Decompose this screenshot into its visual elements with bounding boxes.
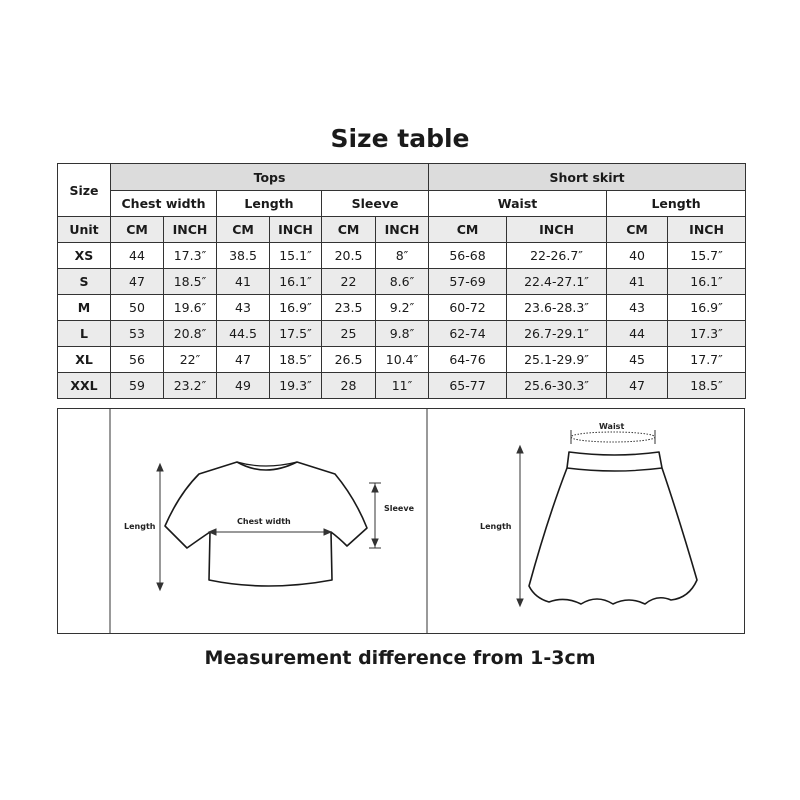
size-label: M xyxy=(58,295,111,321)
size-label: XL xyxy=(58,347,111,373)
group-header-short-skirt: Short skirt xyxy=(429,164,746,191)
page-title: Size table xyxy=(330,124,470,153)
measurement-cell: 16.1″ xyxy=(270,269,322,295)
measurement-cell: 19.3″ xyxy=(270,373,322,399)
measurement-cell: 53 xyxy=(111,321,164,347)
measurement-cell: 49 xyxy=(217,373,270,399)
measurement-cell: 38.5 xyxy=(217,243,270,269)
measurement-cell: 19.6″ xyxy=(164,295,217,321)
unit-header: Unit xyxy=(58,217,111,243)
measurement-cell: 41 xyxy=(217,269,270,295)
unit-cell: INCH xyxy=(270,217,322,243)
table-row xyxy=(58,269,746,295)
measurement-cell: 41 xyxy=(607,269,668,295)
measurement-cell: 9.8″ xyxy=(376,321,429,347)
measurement-cell: 20.5 xyxy=(322,243,376,269)
measurement-cell: 40 xyxy=(607,243,668,269)
measurement-cell: 22.4-27.1″ xyxy=(507,269,607,295)
measurement-cell: 9.2″ xyxy=(376,295,429,321)
skirt-garment-icon xyxy=(529,452,697,604)
tops-length-arrow xyxy=(157,464,163,590)
measurement-cell: 64-76 xyxy=(429,347,507,373)
measurement-cell: 15.7″ xyxy=(668,243,746,269)
size-header: Size xyxy=(58,164,111,217)
unit-cell: INCH xyxy=(376,217,429,243)
measurement-note: Measurement difference from 1-3cm xyxy=(204,647,596,669)
header-sleeve: Sleeve xyxy=(322,191,429,217)
measurement-cell: 17.3″ xyxy=(668,321,746,347)
diagram-panel xyxy=(57,408,745,634)
measurement-cell: 56 xyxy=(111,347,164,373)
waist-arrow xyxy=(571,430,655,444)
unit-cell: INCH xyxy=(507,217,607,243)
measurement-cell: 22 xyxy=(322,269,376,295)
table-row xyxy=(58,295,746,321)
header-waist: Waist xyxy=(429,191,607,217)
unit-cell: CM xyxy=(607,217,668,243)
table-row xyxy=(58,373,746,399)
unit-cell: INCH xyxy=(164,217,217,243)
measurement-cell: 65-77 xyxy=(429,373,507,399)
measurement-cell: 44 xyxy=(111,243,164,269)
measurement-cell: 59 xyxy=(111,373,164,399)
measurement-cell: 43 xyxy=(217,295,270,321)
sleeve-arrow xyxy=(369,483,381,548)
measurement-cell: 45 xyxy=(607,347,668,373)
unit-cell: INCH xyxy=(668,217,746,243)
chest-width-label: Chest width xyxy=(237,517,291,526)
measurement-cell: 17.5″ xyxy=(270,321,322,347)
waist-label: Waist xyxy=(599,422,625,431)
header-tops-length: Length xyxy=(217,191,322,217)
header-chest-width: Chest width xyxy=(111,191,217,217)
measurement-cell: 16.9″ xyxy=(270,295,322,321)
table-row xyxy=(58,243,746,269)
measurement-cell: 16.1″ xyxy=(668,269,746,295)
measurement-cell: 22″ xyxy=(164,347,217,373)
measurement-cell: 43 xyxy=(607,295,668,321)
size-label: S xyxy=(58,269,111,295)
measurement-cell: 26.5 xyxy=(322,347,376,373)
measurement-cell: 23.5 xyxy=(322,295,376,321)
group-header-tops: Tops xyxy=(111,164,429,191)
measurement-cell: 25.1-29.9″ xyxy=(507,347,607,373)
table-row xyxy=(58,321,746,347)
sleeve-label: Sleeve xyxy=(384,504,414,513)
measurement-cell: 22-26.7″ xyxy=(507,243,607,269)
size-table xyxy=(57,163,746,399)
unit-cell: CM xyxy=(322,217,376,243)
measurement-cell: 10.4″ xyxy=(376,347,429,373)
unit-cell: CM xyxy=(111,217,164,243)
measurement-cell: 8.6″ xyxy=(376,269,429,295)
unit-cell: CM xyxy=(217,217,270,243)
measurement-cell: 11″ xyxy=(376,373,429,399)
garment-diagrams xyxy=(57,408,745,634)
measurement-cell: 23.2″ xyxy=(164,373,217,399)
measurement-cell: 18.5″ xyxy=(668,373,746,399)
measurement-cell: 62-74 xyxy=(429,321,507,347)
measurement-cell: 47 xyxy=(111,269,164,295)
measurement-cell: 8″ xyxy=(376,243,429,269)
measurement-cell: 47 xyxy=(217,347,270,373)
size-label: XS xyxy=(58,243,111,269)
measurement-cell: 60-72 xyxy=(429,295,507,321)
skirt-length-arrow xyxy=(517,446,523,606)
measurement-cell: 23.6-28.3″ xyxy=(507,295,607,321)
measurement-cell: 16.9″ xyxy=(668,295,746,321)
size-label: L xyxy=(58,321,111,347)
unit-cell: CM xyxy=(429,217,507,243)
measurement-cell: 50 xyxy=(111,295,164,321)
tops-length-label: Length xyxy=(124,522,156,531)
table-row xyxy=(58,347,746,373)
skirt-length-label: Length xyxy=(480,522,512,531)
measurement-cell: 56-68 xyxy=(429,243,507,269)
measurement-cell: 15.1″ xyxy=(270,243,322,269)
measurement-cell: 26.7-29.1″ xyxy=(507,321,607,347)
measurement-cell: 18.5″ xyxy=(270,347,322,373)
measurement-cell: 17.3″ xyxy=(164,243,217,269)
measurement-cell: 25 xyxy=(322,321,376,347)
measurement-cell: 47 xyxy=(607,373,668,399)
measurement-cell: 57-69 xyxy=(429,269,507,295)
measurement-cell: 17.7″ xyxy=(668,347,746,373)
measurement-cell: 20.8″ xyxy=(164,321,217,347)
measurement-cell: 25.6-30.3″ xyxy=(507,373,607,399)
measurement-cell: 44.5 xyxy=(217,321,270,347)
measurement-cell: 28 xyxy=(322,373,376,399)
measurement-cell: 44 xyxy=(607,321,668,347)
size-label: XXL xyxy=(58,373,111,399)
measurement-cell: 18.5″ xyxy=(164,269,217,295)
header-skirt-length: Length xyxy=(607,191,746,217)
